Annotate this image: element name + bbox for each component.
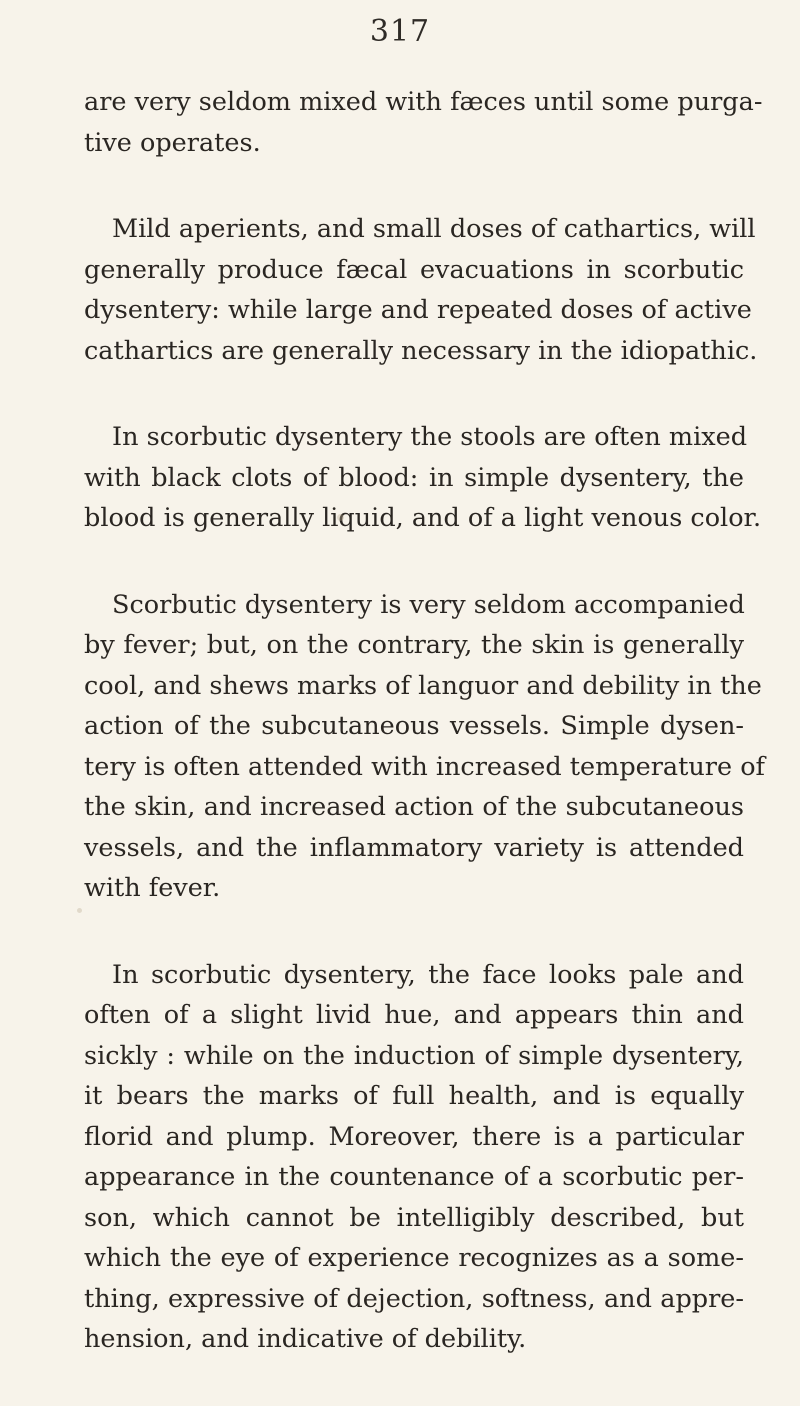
text-line: appearance in the countenance of a scorbutic per- xyxy=(84,1162,744,1192)
text-line: In scorbutic dysentery, the face looks pale and xyxy=(112,959,744,990)
text-line: florid and plump. Moreover, there is a particular xyxy=(84,1121,744,1152)
text-line: tive operates. xyxy=(84,127,261,158)
text-line: the skin, and increased action of the subcutaneous xyxy=(84,792,744,822)
paragraph-2 xyxy=(84,209,758,371)
paragraph-1 xyxy=(84,82,763,163)
text-line: with black clots of blood: in simple dysentery, the xyxy=(84,462,744,493)
text-line: by fever; but, on the contrary, the skin is generally xyxy=(84,630,744,660)
text-line: son, which cannot be intelligibly described, but xyxy=(84,1202,744,1233)
paper-speck xyxy=(77,908,82,913)
paragraph-4 xyxy=(84,585,765,909)
text-line: dysentery: while large and repeated doses of active xyxy=(84,295,752,325)
text-line: which the eye of experience recognizes as a some- xyxy=(84,1243,744,1273)
text-line: Scorbutic dysentery is very seldom accompanied xyxy=(112,589,745,620)
text-line: hension, and indicative of debility. xyxy=(84,1324,527,1354)
text-line: are very seldom mixed with fæces until some purga- xyxy=(84,87,763,117)
text-line: blood is generally liquid, and of a light venous color. xyxy=(84,503,762,533)
text-line: thing, expressive of dejection, softness, and appre- xyxy=(84,1283,744,1314)
text-line: vessels, and the inflammatory variety is attended xyxy=(84,832,744,863)
paper-speck xyxy=(337,514,344,521)
text-line: tery is often attended with increased temperature of xyxy=(84,751,765,782)
text-line: sickly : while on the induction of simple dysentery, xyxy=(84,1040,744,1071)
text-line: generally produce fæcal evacuations in scorbutic xyxy=(84,254,744,285)
body-text xyxy=(84,82,765,1406)
paragraph-5 xyxy=(84,955,744,1360)
text-line: Mild aperients, and small doses of cathartics, will xyxy=(112,214,756,244)
text-line: action of the subcutaneous vessels. Simple dysen- xyxy=(84,711,744,741)
text-line: often of a slight livid hue, and appears thin and xyxy=(84,1000,744,1030)
text-line: In scorbutic dysentery the stools are often mixed xyxy=(112,422,748,452)
text-line: cool, and shews marks of languor and debility in the xyxy=(84,670,762,701)
text-line: with fever. xyxy=(84,873,221,903)
text-line: it bears the marks of full health, and is equally xyxy=(84,1081,744,1111)
page-number: 317 xyxy=(369,14,431,49)
text-line: cathartics are generally necessary in the idiopathic. xyxy=(84,335,758,366)
paragraph-3 xyxy=(84,417,762,539)
